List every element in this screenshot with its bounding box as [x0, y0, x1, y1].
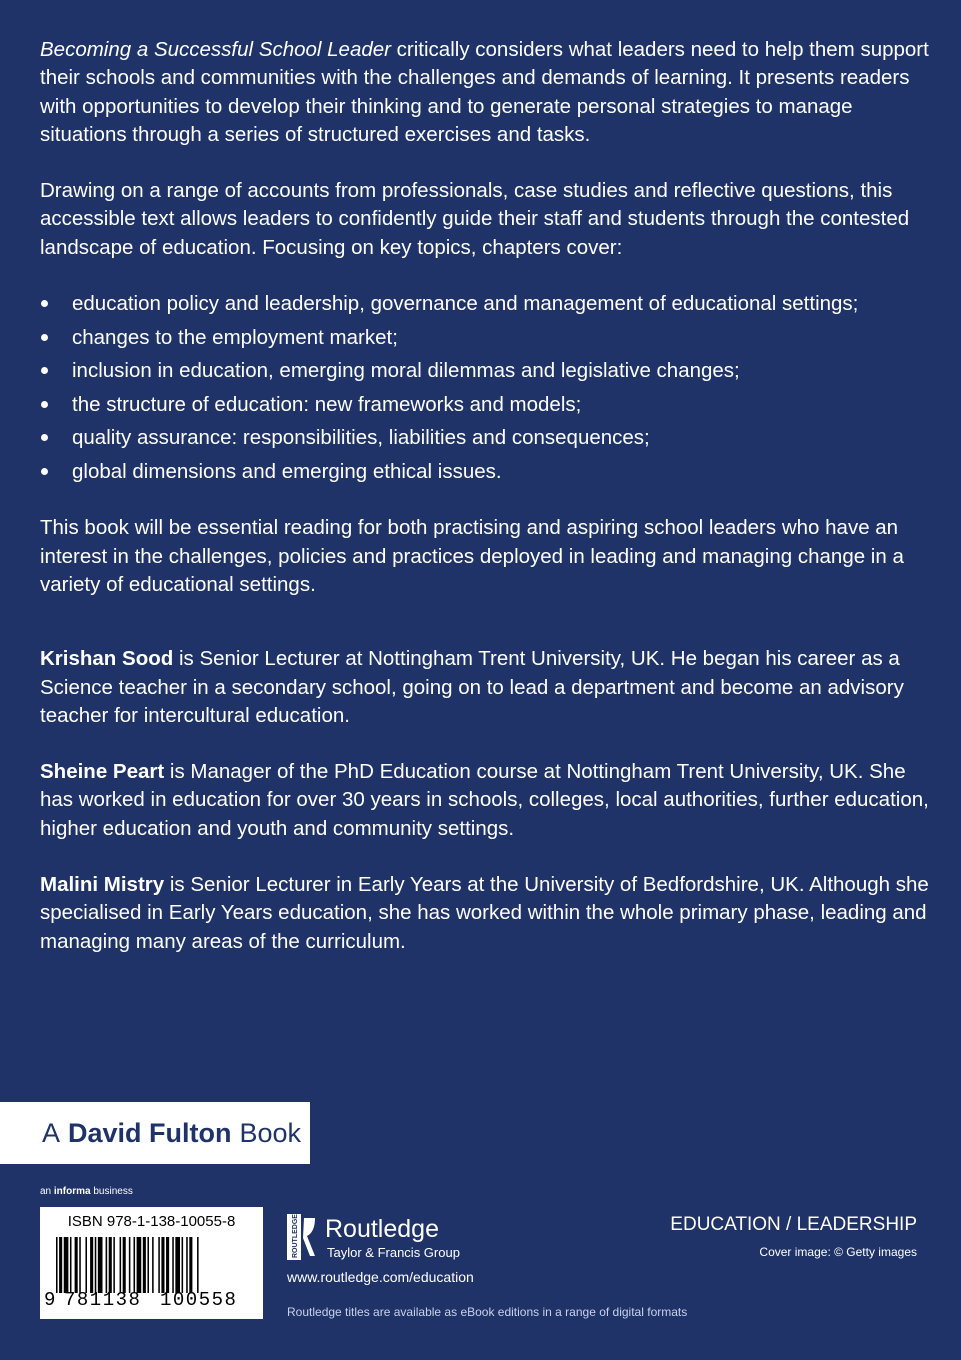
informa-post: business: [90, 1186, 133, 1197]
barcode-bar: [166, 1237, 169, 1293]
author-bio-text: is Manager of the PhD Education course at Nottingham Trent University, UK. She has worked in education for over 30 years in schools, colleges, local authorities, further education, higher education and youth and community settings.: [40, 760, 929, 840]
barcode-bar: [56, 1237, 58, 1293]
topic-list: [40, 290, 930, 486]
topic-item: [40, 458, 930, 486]
barcode-bar: [182, 1237, 184, 1293]
barcode-bar: [134, 1237, 136, 1293]
topic-text: the structure of education: new frameworks and models;: [72, 392, 582, 416]
barcode-bar: [152, 1237, 154, 1293]
barcode-bar: [175, 1237, 180, 1293]
author-bio: [40, 645, 930, 730]
barcode-bar: [120, 1237, 122, 1293]
author-bio: [40, 758, 930, 843]
barcode-bar: [123, 1237, 126, 1293]
barcode-digit-first: 9: [44, 1289, 57, 1311]
routledge-mark-text: ROUTLEDGE: [292, 1214, 299, 1258]
barcode-bar: [147, 1237, 149, 1293]
intro-paragraph-2: Drawing on a range of accounts from professionals, case studies and reflective questions, this accessible text allows leaders to confidently guide their staff and students through the contested landscape of education. Focusing on key topics, chapters cover:: [40, 179, 910, 259]
barcode: [40, 1207, 263, 1319]
isbn-label: ISBN 978-1-138-10055-8: [67, 1213, 236, 1230]
author-bio-text: is Senior Lecturer at Nottingham Trent University, UK. He began his career as a Science teacher in a secondary school, going on to lead a department and become an advisory teacher for intercultural education.: [40, 647, 904, 727]
topic-item: [40, 391, 930, 419]
intro-paragraph-1: [40, 36, 930, 149]
barcode-bar: [64, 1237, 69, 1293]
topic-item: [40, 357, 930, 385]
topic-item: [40, 324, 930, 352]
barcode-bar: [161, 1237, 164, 1293]
intro-paragraph-1-text: critically considers what leaders need to help them support their schools and communities with the challenges and demands of learning. It presents readers with opportunities to develop their thinking and to generate personal strategies to manage situations through a series of structured exercises and tasks.: [40, 38, 929, 146]
barcode-bar: [172, 1237, 174, 1293]
topic-text: changes to the employment market;: [72, 325, 398, 349]
author-bio: [40, 871, 930, 956]
barcode-bar: [186, 1237, 188, 1293]
barcode-bar: [106, 1237, 108, 1293]
barcode-bar: [197, 1237, 199, 1293]
bullet-icon: [41, 401, 48, 408]
barcode-bar: [75, 1237, 78, 1293]
author-bios: [40, 645, 930, 956]
barcode-bar: [90, 1237, 93, 1293]
publisher-url[interactable]: www.routledge.com/education: [287, 1269, 474, 1285]
bullet-icon: [41, 300, 48, 307]
barcode-bar: [129, 1237, 131, 1293]
barcode-bar: [113, 1237, 115, 1293]
informa-tagline: [40, 1186, 133, 1197]
barcode-bar: [137, 1237, 142, 1293]
publisher-group: Taylor & Francis Group: [327, 1245, 460, 1260]
barcode-bar: [158, 1237, 160, 1293]
author-bio-text: is Senior Lecturer in Early Years at the University of Bedfordshire, UK. Although she specialised in Early Years education, she has worked within the whole primary phase, leading and managing many areas of the curriculum.: [40, 873, 929, 953]
imprint-prefix: A: [42, 1118, 61, 1148]
barcode-digit-group-1: 781138: [64, 1289, 142, 1311]
cover-image-credit: Cover image: © Getty images: [759, 1245, 917, 1259]
barcode-bar: [59, 1237, 62, 1293]
author-name: Malini Mistry: [40, 873, 165, 897]
barcode-bar: [79, 1237, 81, 1293]
back-cover-text: [40, 36, 930, 984]
barcode-bar: [109, 1237, 112, 1293]
bullet-icon: [41, 468, 48, 475]
barcode-bar: [189, 1237, 192, 1293]
imprint-name: David Fulton: [68, 1118, 232, 1148]
topic-item: [40, 290, 930, 318]
topic-text: education policy and leadership, governance and management of educational settings;: [72, 292, 859, 316]
barcode-bar: [98, 1237, 103, 1293]
topic-item: [40, 424, 930, 452]
closing-paragraph: This book will be essential reading for both practising and aspiring school leaders who have an interest in the challenges, policies and practices deployed in leading and managing change in a variety of educational settings.: [40, 516, 904, 596]
author-name: Krishan Sood: [40, 647, 174, 671]
imprint-banner: [0, 1102, 310, 1164]
barcode-digit-group-2: 100558: [160, 1289, 238, 1311]
author-name: Sheine Peart: [40, 760, 165, 784]
informa-pre: an: [40, 1186, 54, 1197]
subject-category: EDUCATION / LEADERSHIP: [670, 1214, 917, 1235]
topic-text: quality assurance: responsibilities, liabilities and consequences;: [72, 426, 650, 450]
bullet-icon: [41, 367, 48, 374]
barcode-bar: [95, 1237, 97, 1293]
bullet-icon: [41, 434, 48, 441]
imprint-suffix: Book: [239, 1118, 302, 1148]
barcode-bar: [70, 1237, 72, 1293]
topic-text: global dimensions and emerging ethical issues.: [72, 460, 502, 484]
informa-brand: informa: [53, 1186, 91, 1197]
ebook-note: Routledge titles are available as eBook editions in a range of digital formats: [287, 1305, 688, 1319]
barcode-bar: [143, 1237, 146, 1293]
publisher-name: Routledge: [325, 1215, 439, 1243]
barcode-bars: [56, 1237, 248, 1293]
barcode-bar: [85, 1237, 87, 1293]
bullet-icon: [41, 334, 48, 341]
routledge-logo-icon: [287, 1214, 317, 1260]
book-title: Becoming a Successful School Leader: [40, 38, 391, 61]
topic-text: inclusion in education, emerging moral dilemmas and legislative changes;: [72, 359, 740, 383]
